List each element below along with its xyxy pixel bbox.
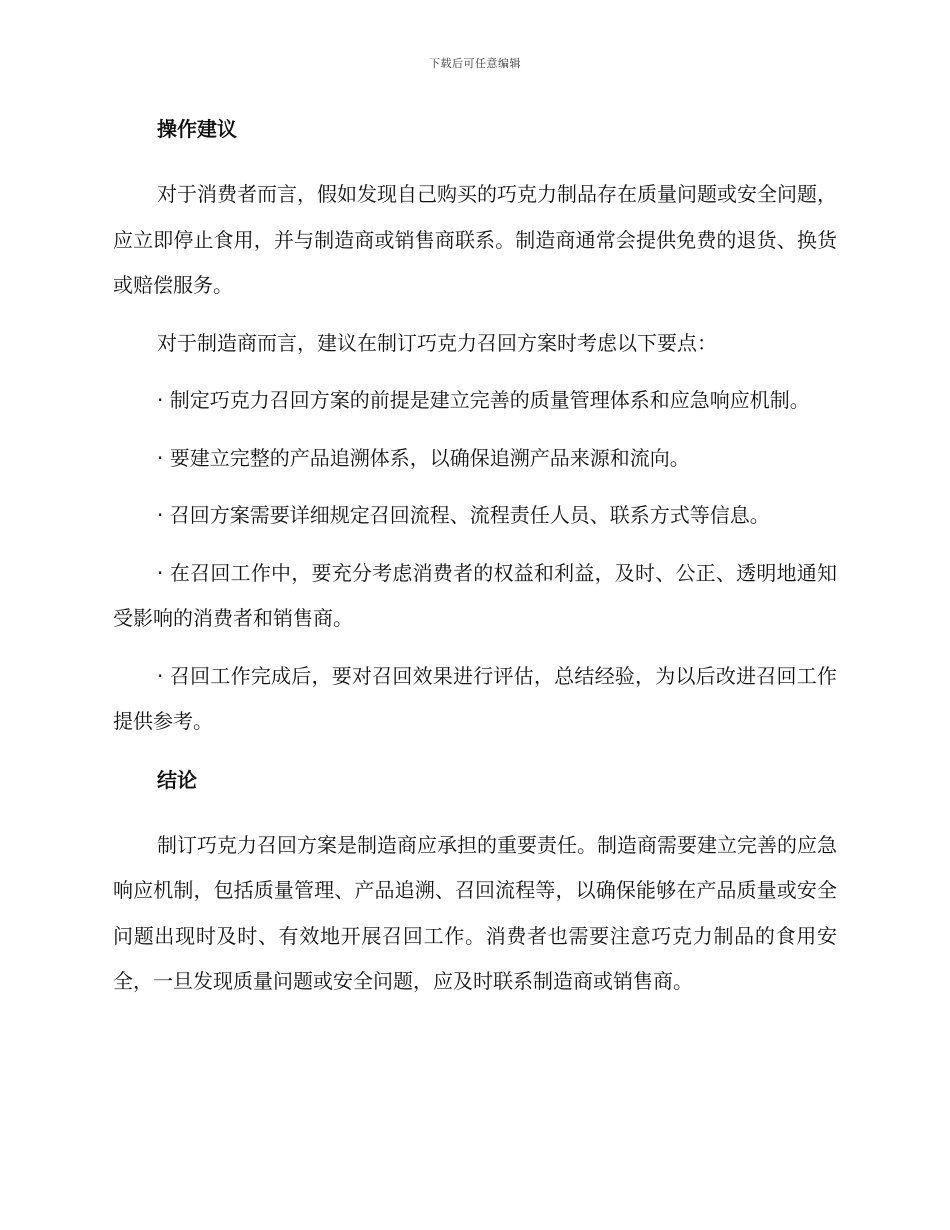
paragraph-conclusion: 制订巧克力召回方案是制造商应承担的重要责任。制造商需要建立完善的应急响应机制，包括质量管理、产品追溯、召回流程等，以确保能够在产品质量或安全问题出现时及时、有效地开展召回工作。消费者也需要注意巧克力制品的食用安全，一旦发现质量问题或安全问题，应及时联系制造商或销售商。 [113, 832, 837, 993]
bullet-quality-system: · 制定巧克力召回方案的前提是建立完善的质量管理体系和应急响应机制。 [157, 388, 810, 412]
section-heading-conclusion: 结论 [157, 767, 197, 792]
bullet-traceability: · 要建立完整的产品追溯体系，以确保追溯产品来源和流向。 [157, 445, 690, 470]
bullet-recall-process: · 召回方案需要详细规定召回流程、流程责任人员、联系方式等信息。 [157, 503, 770, 527]
paragraph-manufacturer-intro: 对于制造商而言，建议在制订巧克力召回方案时考虑以下要点： [157, 330, 717, 355]
paragraph-consumer-advice: 对于消费者而言，假如发现自己购买的巧克力制品存在质量问题或安全问题，应立即停止食用，并与制造商或销售商联系。制造商通常会提供免费的退货、换货或赔偿服务。 [113, 182, 837, 297]
section-heading-suggestions: 操作建议 [157, 117, 237, 141]
bullet-evaluation: · 召回工作完成后，要对召回效果进行评估，总结经验，为以后改进召回工作提供参考。 [113, 663, 837, 733]
page-header-note: 下载后可任意编辑 [429, 57, 521, 70]
bullet-consumer-rights: · 在召回工作中，要充分考虑消费者的权益和利益，及时、公正、透明地通知受影响的消费者和销售商。 [113, 560, 837, 630]
document-body [113, 106, 837, 1017]
